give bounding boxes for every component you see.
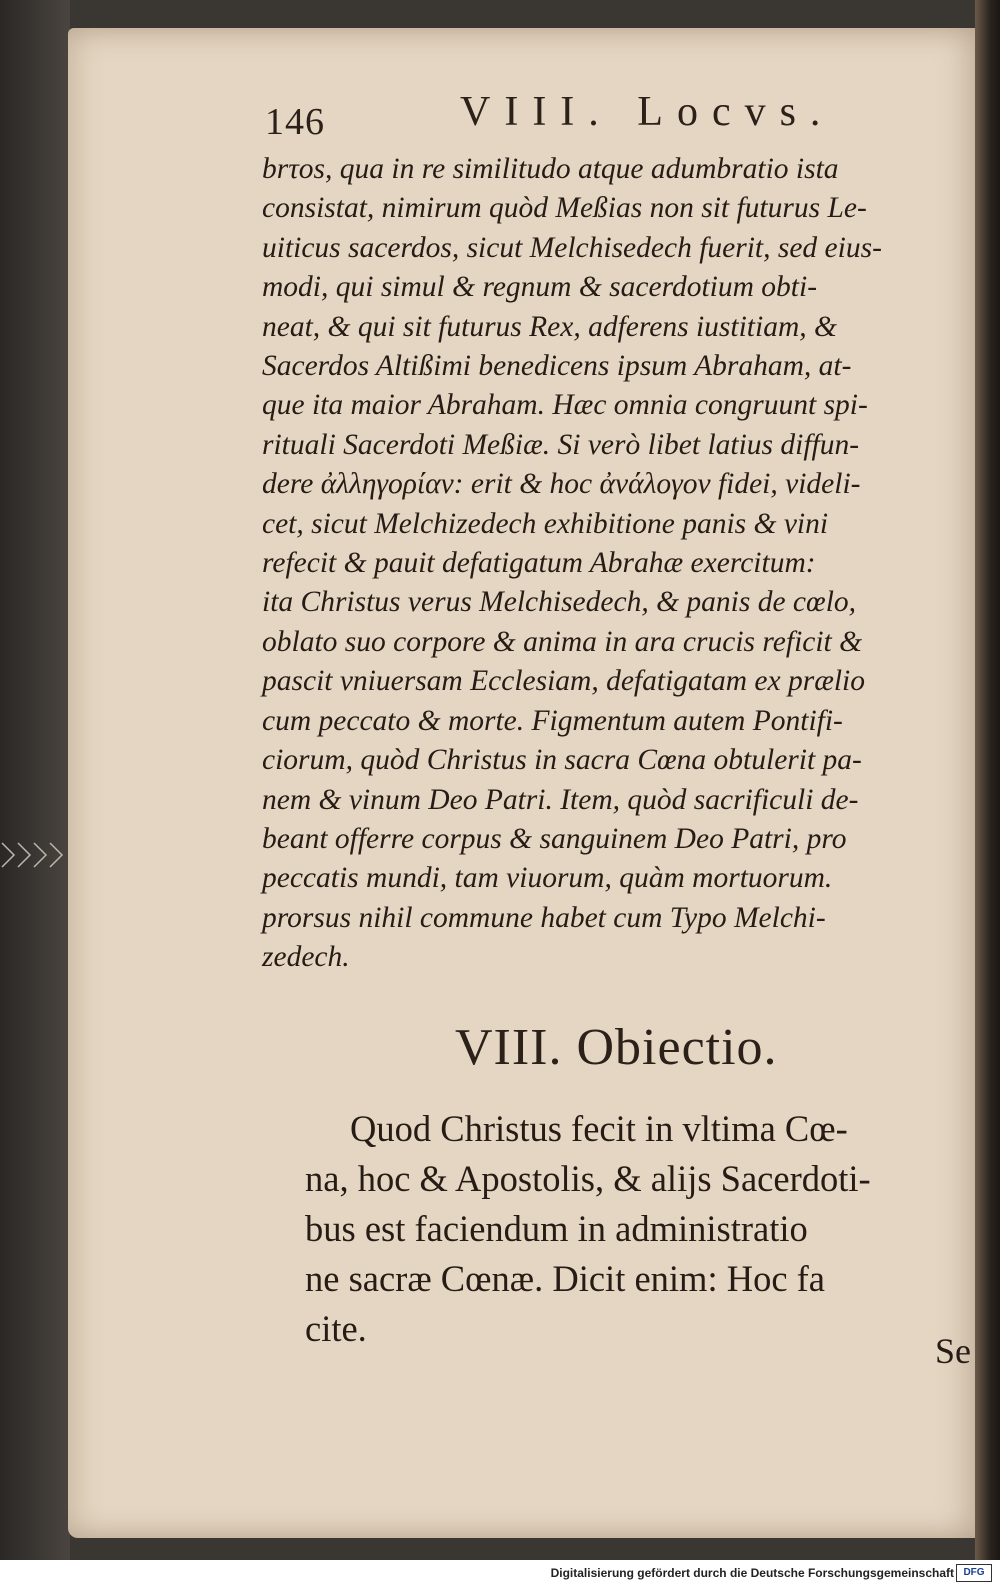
text-line: ciorum, quòd Christus in sacra Cœna obtulerit pa- bbox=[262, 744, 862, 777]
section-heading: VIII. Obiectio. bbox=[455, 1019, 778, 1076]
text-line: rituali Sacerdoti Meßiæ. Si verò libet latius diffun- bbox=[262, 428, 860, 461]
text-line: bus est faciendum in administratio bbox=[305, 1208, 808, 1249]
body-text bbox=[262, 150, 972, 978]
text-line: nem & vinum Deo Patri. Item, quòd sacrificuli de- bbox=[262, 783, 859, 816]
text-line: zedech. bbox=[262, 941, 350, 974]
text-line: ne sacræ Cœnæ. Dicit enim: Hoc fa bbox=[305, 1258, 826, 1299]
text-line: peccatis mundi, tam viuorum, quàm mortuorum. bbox=[262, 862, 833, 895]
dfg-logo: DFG bbox=[956, 1564, 992, 1582]
text-line: refecit & pauit defatigatum Abrahæ exercitum: bbox=[262, 547, 816, 580]
text-line: cite. bbox=[305, 1308, 367, 1349]
facing-page-shadow bbox=[0, 0, 70, 1560]
text-line: na, hoc & Apostolis, & alijs Sacerdoti- bbox=[305, 1158, 871, 1199]
text-line: que ita maior Abraham. Hæc omnia congruunt spi- bbox=[262, 389, 868, 422]
text-line: pascit vniuersam Ecclesiam, defatigatam ex prælio bbox=[262, 665, 866, 698]
text-line: Sacerdos Altißimi benedicens ipsum Abraham, at- bbox=[262, 350, 852, 383]
text-line: oblato suo corpore & anima in ara crucis reficit & bbox=[262, 625, 863, 658]
running-head: VIII. Locvs. bbox=[460, 89, 835, 135]
text-line: brτos, qua in re similitudo atque adumbratio ista bbox=[262, 153, 839, 185]
crop-marks bbox=[0, 835, 70, 875]
objection-text bbox=[305, 1104, 985, 1354]
text-line: dere ἀλληγορίαν: erit & hoc ἀνάλογον fidei, videli- bbox=[262, 468, 861, 501]
text-line: modi, qui simul & regnum & sacerdotium obti- bbox=[262, 271, 818, 304]
text-line: uiticus sacerdos, sicut Melchisedech fuerit, sed eius- bbox=[262, 231, 882, 264]
text-line: ita Christus verus Melchisedech, & panis de cœlo, bbox=[262, 586, 857, 619]
catchword: Se bbox=[935, 1331, 971, 1371]
text-line: Quod Christus fecit in vltima Cœ- bbox=[350, 1108, 848, 1149]
text-line: cet, sicut Melchizedech exhibitione panis & vini bbox=[262, 507, 829, 540]
text-line: beant offerre corpus & sanguinem Deo Patri, pro bbox=[262, 822, 847, 855]
footer-credit: Digitalisierung gefördert durch die Deutsche Forschungsgemeinschaft bbox=[550, 1566, 954, 1580]
page-number: 146 bbox=[265, 101, 325, 143]
text-line: cum peccato & morte. Figmentum autem Pontifi- bbox=[262, 704, 843, 737]
text-line: consistat, nimirum quòd Meßias non sit futurus Le- bbox=[262, 192, 867, 225]
text-line: prorsus nihil commune habet cum Typo Melchi- bbox=[262, 901, 826, 934]
text-line: neat, & qui sit futurus Rex, adferens iustitiam, & bbox=[262, 310, 837, 343]
